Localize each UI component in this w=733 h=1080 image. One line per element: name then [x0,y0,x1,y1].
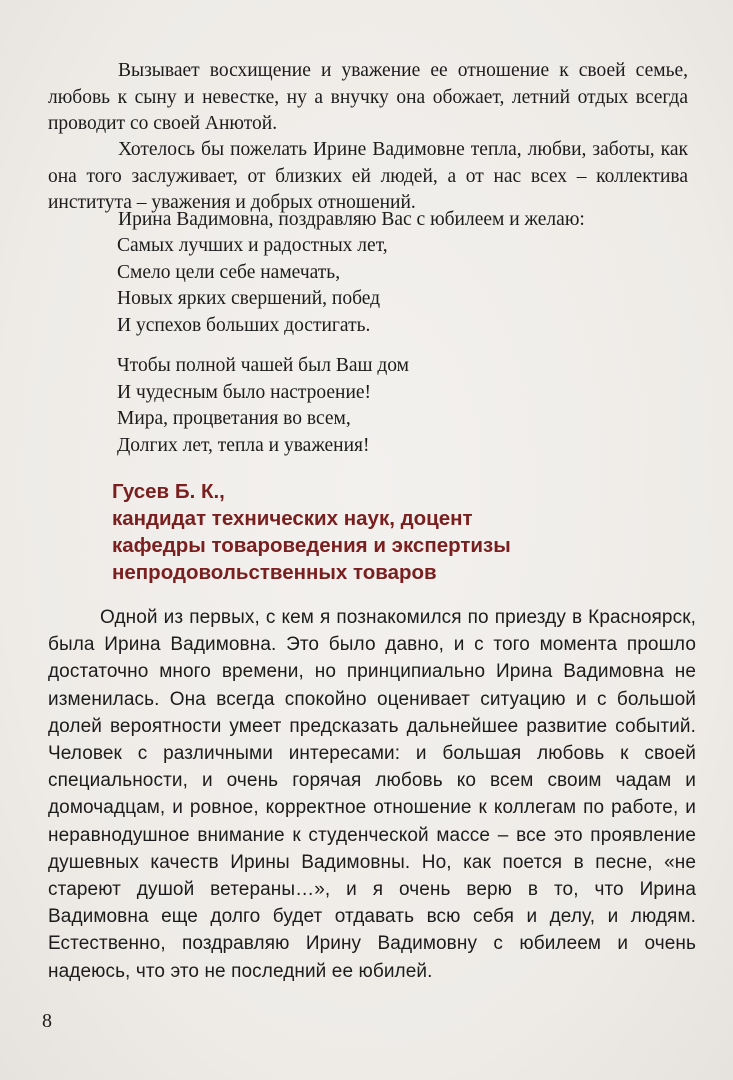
poem-line: Самых лучших и радостных лет, [117,235,388,256]
author-heading [112,478,692,586]
poem-stanza-2 [117,353,677,459]
poem-line: И чудесным было настроение! [117,381,372,403]
author-name: Гусев Б. К., [112,480,225,503]
author-title-line: кафедры товароведения и экспертизы [112,534,511,557]
poem-line: Смело цели себе намечать, [117,261,341,283]
page-number: 8 [42,1010,52,1032]
greeting-text: Одной из первых, с кем я познакомился по приезду в Красноярск, была Ирина Вадимовна. Это было давно, и с того момента прошло достаточно много времени, но принципиально Ирина Вадимовна не изменилась. Она всегда спокойно оценивает ситуацию и с большой долей вероятности умеет предсказать дальнейшее развитие событий. Человек с различными интересами: и большая любовь к своей специальности, и очень горячая любовь ко всем своим чадам и домочадцам, и ровное, корректное отношение к коллегам по работе, и неравнодушное внимание к студенческой массе – все это проявление душевных качеств Ирины Вадимовны. Но, как поется в песне, «не стареют душой ветераны…», и я очень верю в то, что Ирина Вадимовна еще долго будет отдавать всю себя и делу, и людям. Естественно, поздравляю Ирину Вадимовну с юбилеем и очень надеюсь, что это не последний ее юбилей. [48,607,696,982]
poem-line: Чтобы полной чашей был Ваш дом [117,355,410,376]
poem-stanza-1 [117,233,677,339]
intro-paragraph-family: Вызывает восхищение и уважение ее отношение к своей семье, любовь к сыну и невестке, ну а внучку она обожает, летний отдых всегда проводит со своей Анютой. [48,60,688,134]
author-title-line: кандидат технических наук, доцент [112,507,473,530]
poem-line: Долгих лет, тепла и уважения! [117,434,370,456]
poem-line: Новых ярких свершений, побед [117,288,381,309]
poem-line: Мира, процветания во всем, [117,408,351,429]
poem-line: И успехов больших достигать. [117,314,371,336]
intro-paragraph-congratulation: Ирина Вадимовна, поздравляю Вас с юбилеем и желаю: [118,209,585,230]
intro-paragraph-wishes: Хотелось бы пожелать Ирине Вадимовне тепла, любви, заботы, как она того заслуживает, от близких ей людей, а от нас всех – коллектива института – уважения и добрых отношений. [48,139,688,213]
author-title-line: непродовольственных товаров [112,561,437,584]
